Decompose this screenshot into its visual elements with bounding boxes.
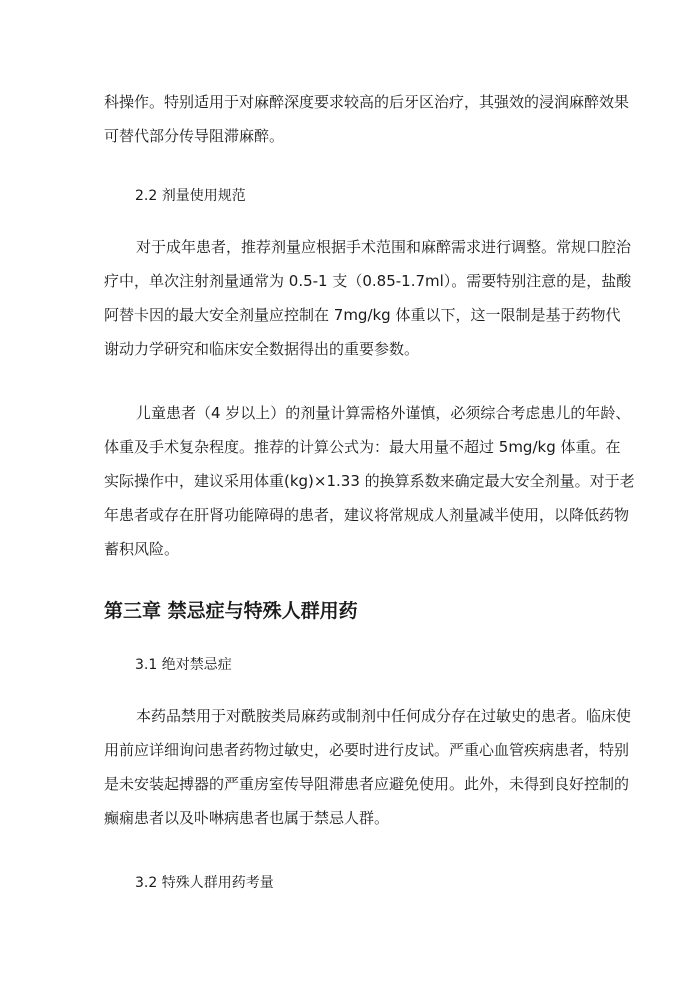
text-line: 实际操作中，建议采用体重(kg)×1.33 的换算系数来确定最大安全剂量。对于老	[104, 472, 635, 490]
text-line: 本药品禁用于对酰胺类局麻药或制剂中任何成分存在过敏史的患者。临床使	[136, 707, 632, 725]
paragraph-intro	[104, 85, 630, 153]
text-line: 儿童患者（4 岁以上）的剂量计算需格外谨慎，必须综合考虑患儿的年龄、	[136, 404, 631, 422]
text-line: 体重及手术复杂程度。推荐的计算公式为：最大用量不超过 5mg/kg 体重。在	[104, 438, 621, 456]
text-line: 疗中，单次注射剂量通常为 0.5-1 支（0.85-1.7ml）。需要特别注意的是，盐酸	[104, 272, 632, 290]
section-heading-2-2: 2.2 剂量使用规范	[135, 188, 246, 204]
section-heading-3-1: 3.1 绝对禁忌症	[135, 657, 232, 673]
text-line: 对于成年患者，推荐剂量应根据手术范围和麻醉需求进行调整。常规口腔治	[136, 238, 632, 256]
text-line: 是未安装起搏器的严重房室传导阻滞患者应避免使用。此外，未得到良好控制的	[104, 775, 630, 793]
section-heading-3-2: 3.2 特殊人群用药考量	[135, 875, 274, 891]
text-line: 可替代部分传导阻滞麻醉。	[104, 127, 285, 145]
text-line: 阿替卡因的最大安全剂量应控制在 7mg/kg 体重以下，这一限制是基于药物代	[104, 306, 621, 324]
text-line: 蓄积风险。	[104, 540, 180, 558]
paragraph-child-dosage	[104, 396, 635, 566]
text-line: 用前应详细询问患者药物过敏史，必要时进行皮试。严重心血管疾病患者，特别	[104, 741, 630, 759]
paragraph-adult-dosage	[104, 230, 632, 366]
text-line: 谢动力学研究和临床安全数据得出的重要参数。	[104, 340, 420, 358]
text-line: 癫痫患者以及卟啉病患者也属于禁忌人群。	[104, 809, 390, 827]
paragraph-contraindications	[104, 699, 632, 835]
text-line: 年患者或存在肝肾功能障碍的患者，建议将常规成人剂量减半使用，以降低药物	[104, 506, 630, 524]
chapter-heading-3: 第三章 禁忌症与特殊人群用药	[104, 600, 358, 622]
text-line: 科操作。特别适用于对麻醉深度要求较高的后牙区治疗，其强效的浸润麻醉效果	[104, 93, 630, 111]
